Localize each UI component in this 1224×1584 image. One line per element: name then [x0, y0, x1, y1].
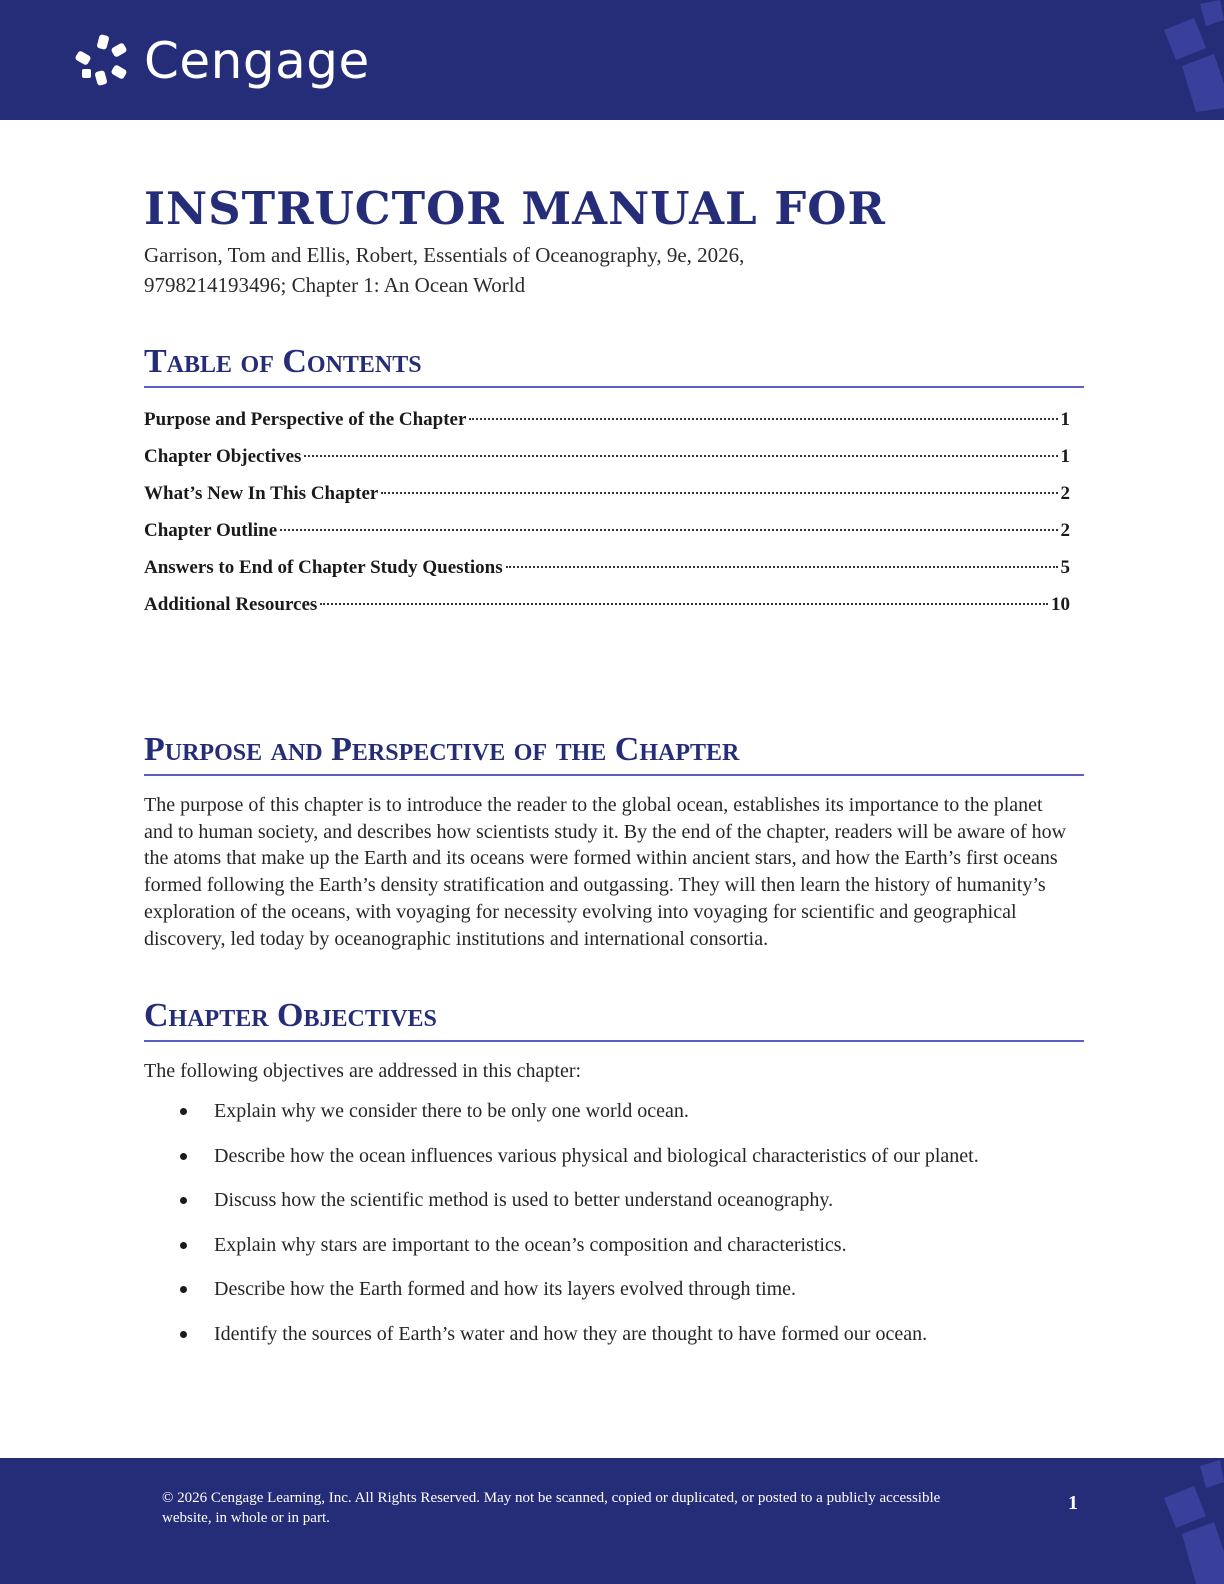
toc-entry-label: Chapter Objectives: [144, 446, 302, 467]
cengage-logo-mark-icon: [74, 31, 134, 91]
header-corner-decoration: [1134, 0, 1224, 120]
page-number: 1: [1068, 1492, 1078, 1514]
toc-entry-whats-new[interactable]: [144, 482, 1070, 519]
list-item: [144, 1276, 1084, 1321]
book-citation: [144, 240, 1084, 300]
toc-leader-dots: [506, 566, 1058, 568]
footer-band: [0, 1458, 1224, 1584]
table-of-contents: [144, 408, 1070, 630]
cengage-logo[interactable]: [74, 30, 370, 92]
objectives-list: [144, 1098, 1084, 1365]
toc-entry-label: What’s New In This Chapter: [144, 483, 379, 504]
toc-entry-label: Additional Resources: [144, 594, 318, 615]
toc-entry-purpose[interactable]: [144, 408, 1070, 445]
bullet-icon: [180, 1108, 187, 1115]
list-item: [144, 1143, 1084, 1188]
toc-leader-dots: [381, 492, 1057, 494]
toc-entry-answers[interactable]: [144, 556, 1070, 593]
list-item: [144, 1321, 1084, 1366]
toc-entry-page: 2: [1060, 483, 1070, 504]
bullet-icon: [180, 1197, 187, 1204]
objective-text: Describe how the ocean influences various physical and biological characteristics of our planet.: [214, 1144, 979, 1167]
objective-text: Identify the sources of Earth’s water and how they are thought to have formed our ocean.: [214, 1322, 928, 1345]
objective-text: Discuss how the scientific method is used to better understand oceanography.: [214, 1189, 834, 1212]
list-item: [144, 1098, 1084, 1143]
copyright-notice: © 2026 Cengage Learning, Inc. All Rights Reserved. May not be scanned, copied or duplicated, or posted to a publicly accessible website, in whole or in part.: [162, 1490, 941, 1526]
objective-text: Explain why stars are important to the ocean’s composition and characteristics.: [214, 1233, 847, 1256]
toc-entry-page: 2: [1060, 520, 1070, 541]
toc-heading: Table of Contents: [144, 342, 1084, 388]
objective-text: Explain why we consider there to be only one world ocean.: [214, 1100, 689, 1123]
page-content: [144, 180, 1084, 1365]
bullet-icon: [180, 1242, 187, 1249]
toc-entry-page: 5: [1060, 557, 1070, 578]
purpose-paragraph: The purpose of this chapter is to introduce the reader to the global ocean, establishes its importance to the planet and to human society, and describes how scientists study it. By the end of the chapter, readers will be aware of how the atoms that make up the Earth and its oceans were formed within ancient stars, and how the Earth’s first oceans formed following the Earth’s density stratification and outgassing. They will then learn the history of humanity’s exploration of the oceans, with voyaging for necessity evolving into voyaging for scientific and geographical discovery, led today by oceanographic institutions and international consortia.: [144, 794, 1067, 950]
toc-entry-label: Chapter Outline: [144, 520, 278, 541]
toc-entry-label: Answers to End of Chapter Study Questions: [144, 557, 503, 578]
list-item: [144, 1187, 1084, 1232]
list-item: [144, 1232, 1084, 1277]
toc-entry-outline[interactable]: [144, 519, 1070, 556]
toc-entry-label: Purpose and Perspective of the Chapter: [144, 409, 467, 430]
manual-title: INSTRUCTOR MANUAL FOR: [144, 182, 886, 235]
toc-entry-page: 1: [1060, 446, 1070, 467]
purpose-heading: Purpose and Perspective of the Chapter: [144, 730, 1084, 776]
citation-line-2: 9798214193496; Chapter 1: An Ocean World: [144, 273, 526, 297]
toc-leader-dots: [320, 603, 1048, 605]
bullet-icon: [180, 1331, 187, 1338]
objectives-heading: Chapter Objectives: [144, 996, 1084, 1042]
brand-name: Cengage: [144, 32, 370, 90]
objective-text: Describe how the Earth formed and how its layers evolved through time.: [214, 1278, 797, 1301]
bullet-icon: [180, 1153, 187, 1160]
toc-leader-dots: [469, 418, 1057, 420]
toc-entry-resources[interactable]: [144, 593, 1070, 630]
footer-corner-decoration: [1134, 1458, 1224, 1584]
citation-line-1: Garrison, Tom and Ellis, Robert, Essentials of Oceanography, 9e, 2026,: [144, 243, 745, 267]
toc-entry-page: 10: [1051, 594, 1070, 615]
toc-entry-page: 1: [1060, 409, 1070, 430]
objectives-intro: The following objectives are addressed in this chapter:: [144, 1060, 582, 1083]
header-band: [0, 0, 1224, 120]
bullet-icon: [180, 1286, 187, 1293]
toc-entry-objectives[interactable]: [144, 445, 1070, 482]
toc-leader-dots: [280, 529, 1057, 531]
toc-leader-dots: [304, 455, 1057, 457]
